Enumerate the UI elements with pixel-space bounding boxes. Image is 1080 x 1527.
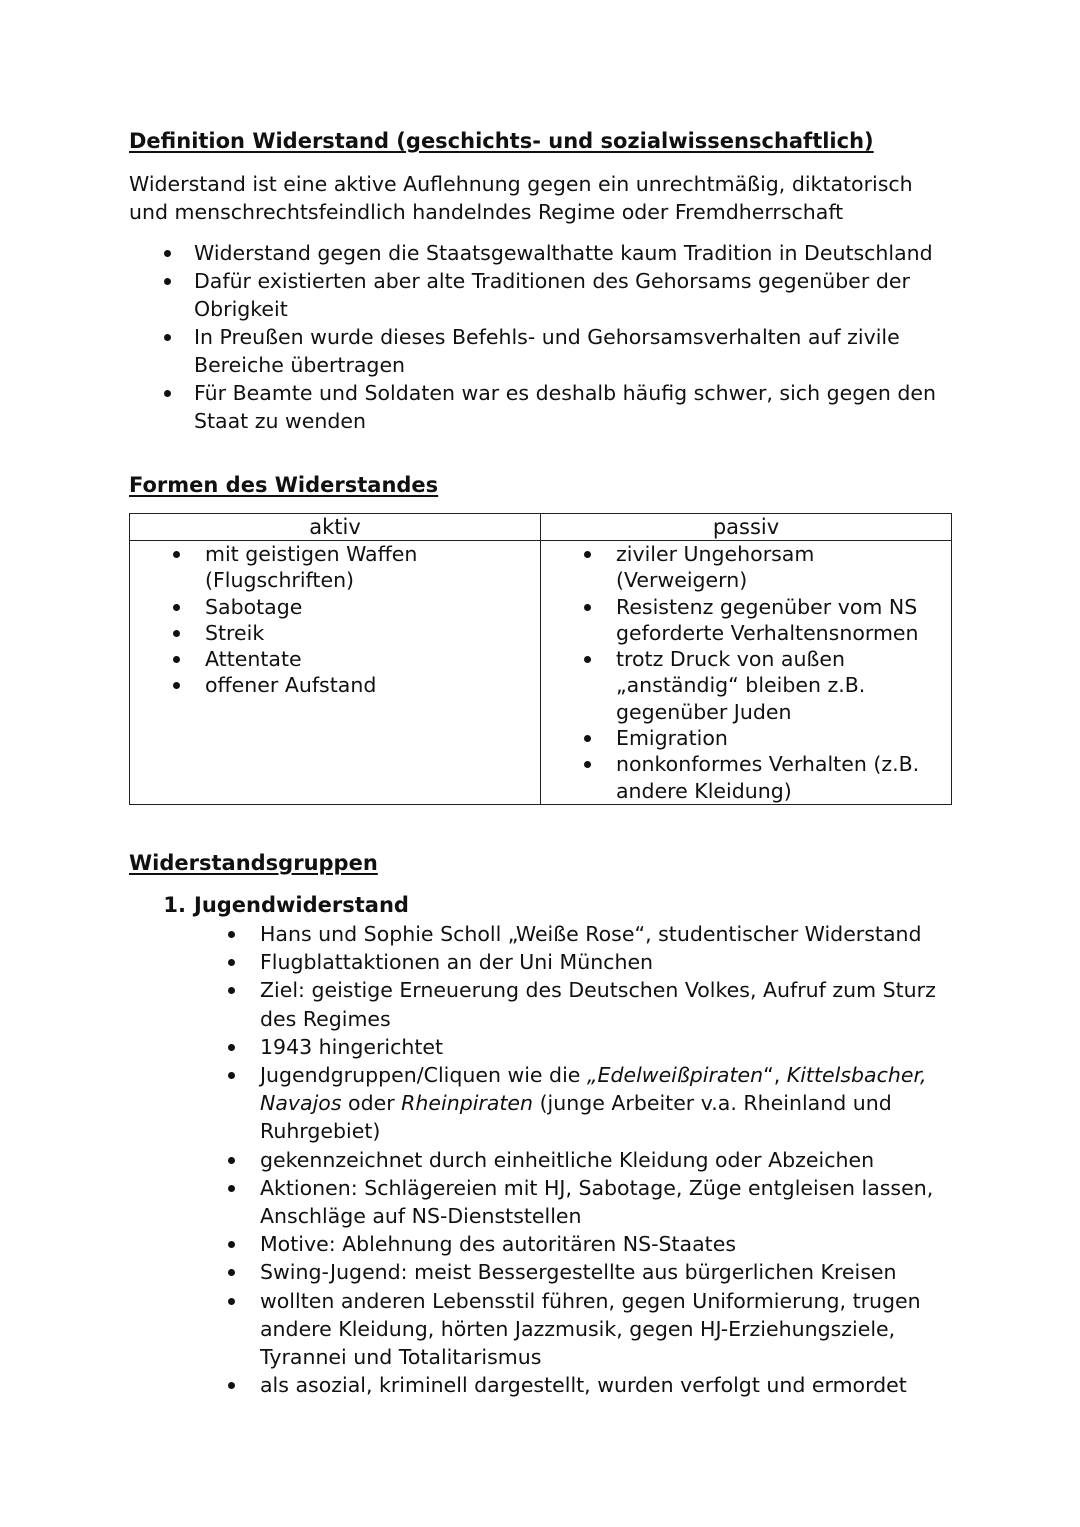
- definition-bullet-list: [129, 239, 953, 435]
- active-cell: [130, 541, 541, 805]
- list-item: trotz Druck von außen „anständig“ bleiben z.B. gegenüber Juden: [541, 646, 951, 725]
- list-item: Widerstand gegen die Staatsgewalthatte kaum Tradition in Deutschland: [129, 239, 953, 267]
- forms-table: [129, 513, 952, 805]
- cliques-prefix: Jugendgruppen/Cliquen wie die: [260, 1062, 587, 1087]
- column-header-aktiv: aktiv: [130, 514, 541, 541]
- group-title: [129, 890, 953, 920]
- rheinpiraten-name: Rheinpiraten: [401, 1091, 534, 1116]
- passive-list: [541, 541, 951, 804]
- active-list: [130, 541, 540, 699]
- list-item: Dafür existierten aber alte Traditionen des Gehorsams gegenüber der Obrigkeit: [129, 267, 953, 323]
- list-item: Attentate: [130, 646, 540, 672]
- list-item: wollten anderen Lebensstil führen, gegen Uniformierung, trugen andere Kleidung, hörten Jazzmusik, gegen HJ-Erziehungsziele, Tyrannei und Totalitarismus: [129, 1287, 953, 1372]
- group-number: 1.: [163, 892, 186, 917]
- list-item-cliques: [129, 1061, 953, 1146]
- list-item: Streik: [130, 620, 540, 646]
- forms-heading: Formen des Widerstandes: [129, 473, 439, 497]
- list-item: In Preußen wurde dieses Befehls- und Gehorsamsverhalten auf zivile Bereiche übertragen: [129, 323, 953, 379]
- group-bullet-list: [129, 920, 953, 1399]
- definition-heading: Definition Widerstand (geschichts- und sozialwissenschaftlich): [129, 129, 874, 153]
- list-item: als asozial, kriminell dargestellt, wurden verfolgt und ermordet: [129, 1371, 953, 1399]
- list-item: Resistenz gegenüber vom NS geforderte Verhaltensnormen: [541, 594, 951, 647]
- list-item: ziviler Ungehorsam (Verweigern): [541, 541, 951, 594]
- list-item: Motive: Ablehnung des autoritären NS-Staates: [129, 1230, 953, 1258]
- definition-section: [129, 126, 953, 435]
- forms-section: [129, 470, 953, 805]
- passive-cell: [541, 541, 952, 805]
- list-item: Aktionen: Schlägereien mit HJ, Sabotage, Züge entgleisen lassen, Anschläge auf NS-Dienststellen: [129, 1174, 953, 1230]
- group-title-text: Jugendwiderstand: [194, 892, 409, 917]
- list-item: Emigration: [541, 725, 951, 751]
- cliques-suffix: (junge Arbeiter v.a. Rheinland und Ruhrgebiet): [260, 1091, 892, 1144]
- list-item: Sabotage: [130, 594, 540, 620]
- list-item: gekennzeichnet durch einheitliche Kleidung oder Abzeichen: [129, 1146, 953, 1174]
- cliques-separator: oder: [341, 1091, 402, 1116]
- list-item: Für Beamte und Soldaten war es deshalb häufig schwer, sich gegen den Staat zu wenden: [129, 379, 953, 435]
- groups-section: [129, 848, 953, 1399]
- list-item: Swing-Jugend: meist Bessergestellte aus bürgerlichen Kreisen: [129, 1258, 953, 1286]
- list-item: offener Aufstand: [130, 672, 540, 698]
- list-item: Flugblattaktionen an der Uni München: [129, 948, 953, 976]
- edelweisspiraten-name: „Edelweißpiraten: [586, 1062, 764, 1087]
- list-item: Hans und Sophie Scholl „Weiße Rose“, studentischer Widerstand: [129, 920, 953, 948]
- list-item: mit geistigen Waffen (Flugschriften): [130, 541, 540, 594]
- definition-paragraph: Widerstand ist eine aktive Auflehnung gegen ein unrechtmäßig, diktatorisch und menschrechtsfeindlich handelndes Regime oder Fremdherrschaft: [129, 172, 913, 224]
- list-item: nonkonformes Verhalten (z.B. andere Kleidung): [541, 751, 951, 804]
- column-header-passiv: passiv: [541, 514, 952, 541]
- document-page: [129, 126, 953, 1399]
- list-item: 1943 hingerichtet: [129, 1033, 953, 1061]
- cliques-separator: “,: [763, 1062, 787, 1087]
- groups-heading: Widerstandsgruppen: [129, 850, 378, 875]
- list-item: Ziel: geistige Erneuerung des Deutschen Volkes, Aufruf zum Sturz des Regimes: [129, 976, 953, 1032]
- kittelsbacher-navajos-names: Kittelsbacher, Navajos: [260, 1062, 927, 1116]
